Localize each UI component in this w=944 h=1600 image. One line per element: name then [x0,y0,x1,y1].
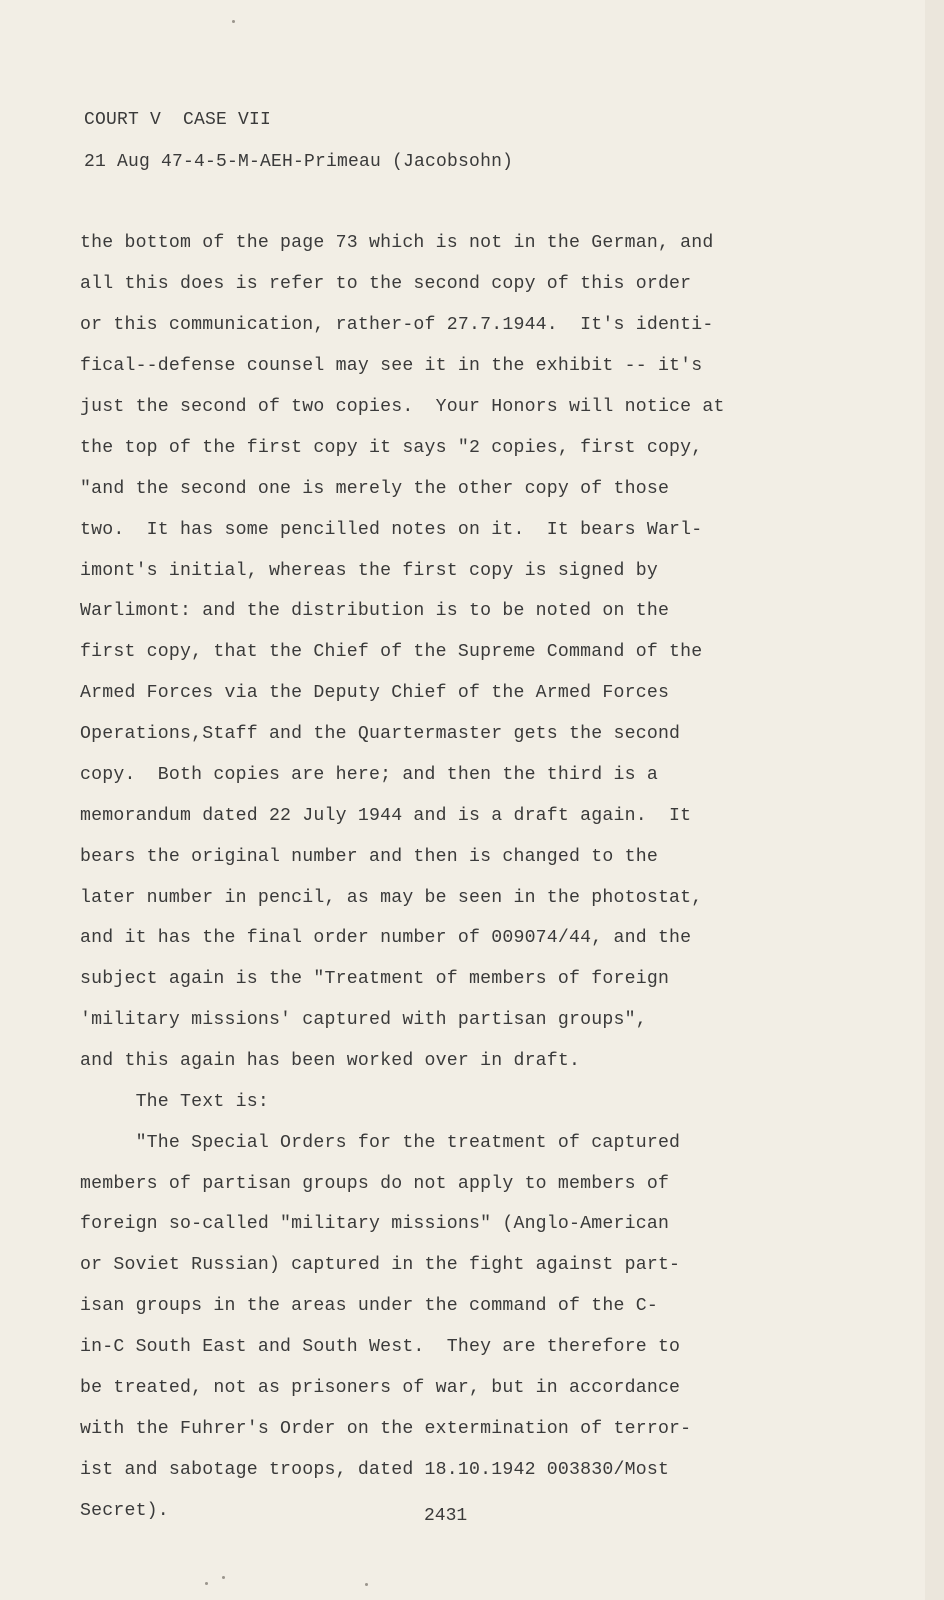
text-line: Secret). [80,1501,169,1521]
text-line: just the second of two copies. Your Honors will notice at [80,397,725,417]
text-line: isan groups in the areas under the command of the C- [80,1296,658,1316]
text-line: subject again is the "Treatment of members of foreign [80,969,670,989]
text-line: 'military missions' captured with partisan groups", [80,1010,647,1030]
text-line: or Soviet Russian) captured in the fight against part- [80,1255,681,1275]
text-line: copy. Both copies are here; and then the third is a [80,765,658,785]
text-line: two. It has some pencilled notes on it. It bears Warl- [80,520,703,540]
text-line: memorandum dated 22 July 1944 and is a draft again. It [80,806,692,826]
paper-speck [365,1583,368,1586]
text-line: and it has the final order number of 009074/44, and the [80,928,692,948]
text-line: "The Special Orders for the treatment of captured [80,1133,681,1153]
text-line: the bottom of the page 73 which is not in the German, and [80,233,714,253]
text-line: first copy, that the Chief of the Supreme Command of the [80,642,703,662]
text-line: Armed Forces via the Deputy Chief of the Armed Forces [80,683,670,703]
text-line: imont's initial, whereas the first copy is signed by [80,561,658,581]
text-line: later number in pencil, as may be seen in the photostat, [80,888,703,908]
text-line: Operations,Staff and the Quartermaster gets the second [80,724,681,744]
court-case-heading: COURT V CASE VII [84,110,272,130]
text-line: "and the second one is merely the other copy of those [80,479,670,499]
text-line: Warlimont: and the distribution is to be noted on the [80,601,670,621]
text-line: ist and sabotage troops, dated 18.10.1942 003830/Most [80,1460,670,1480]
paper-speck [232,20,235,23]
session-heading: 21 Aug 47-4-5-M-AEH-Primeau (Jacobsohn) [84,152,514,172]
text-line: fical--defense counsel may see it in the exhibit -- it's [80,356,703,376]
paper-speck [205,1582,208,1585]
paper-speck [222,1576,225,1579]
text-line: the top of the first copy it says "2 copies, first copy, [80,438,703,458]
text-line: foreign so-called "military missions" (Anglo-American [80,1214,670,1234]
text-line: and this again has been worked over in draft. [80,1051,581,1071]
text-line: or this communication, rather-of 27.7.1944. It's identi- [80,315,714,335]
text-line: be treated, not as prisoners of war, but in accordance [80,1378,681,1398]
text-line: in-C South East and South West. They are therefore to [80,1337,681,1357]
page-number: 2431 [424,1506,468,1526]
page-edge [925,0,944,1600]
text-line: members of partisan groups do not apply to members of [80,1174,670,1194]
text-line: all this does is refer to the second copy of this order [80,274,692,294]
text-line: with the Fuhrer's Order on the extermination of terror- [80,1419,692,1439]
text-line: The Text is: [80,1092,269,1112]
text-line: bears the original number and then is changed to the [80,847,658,867]
